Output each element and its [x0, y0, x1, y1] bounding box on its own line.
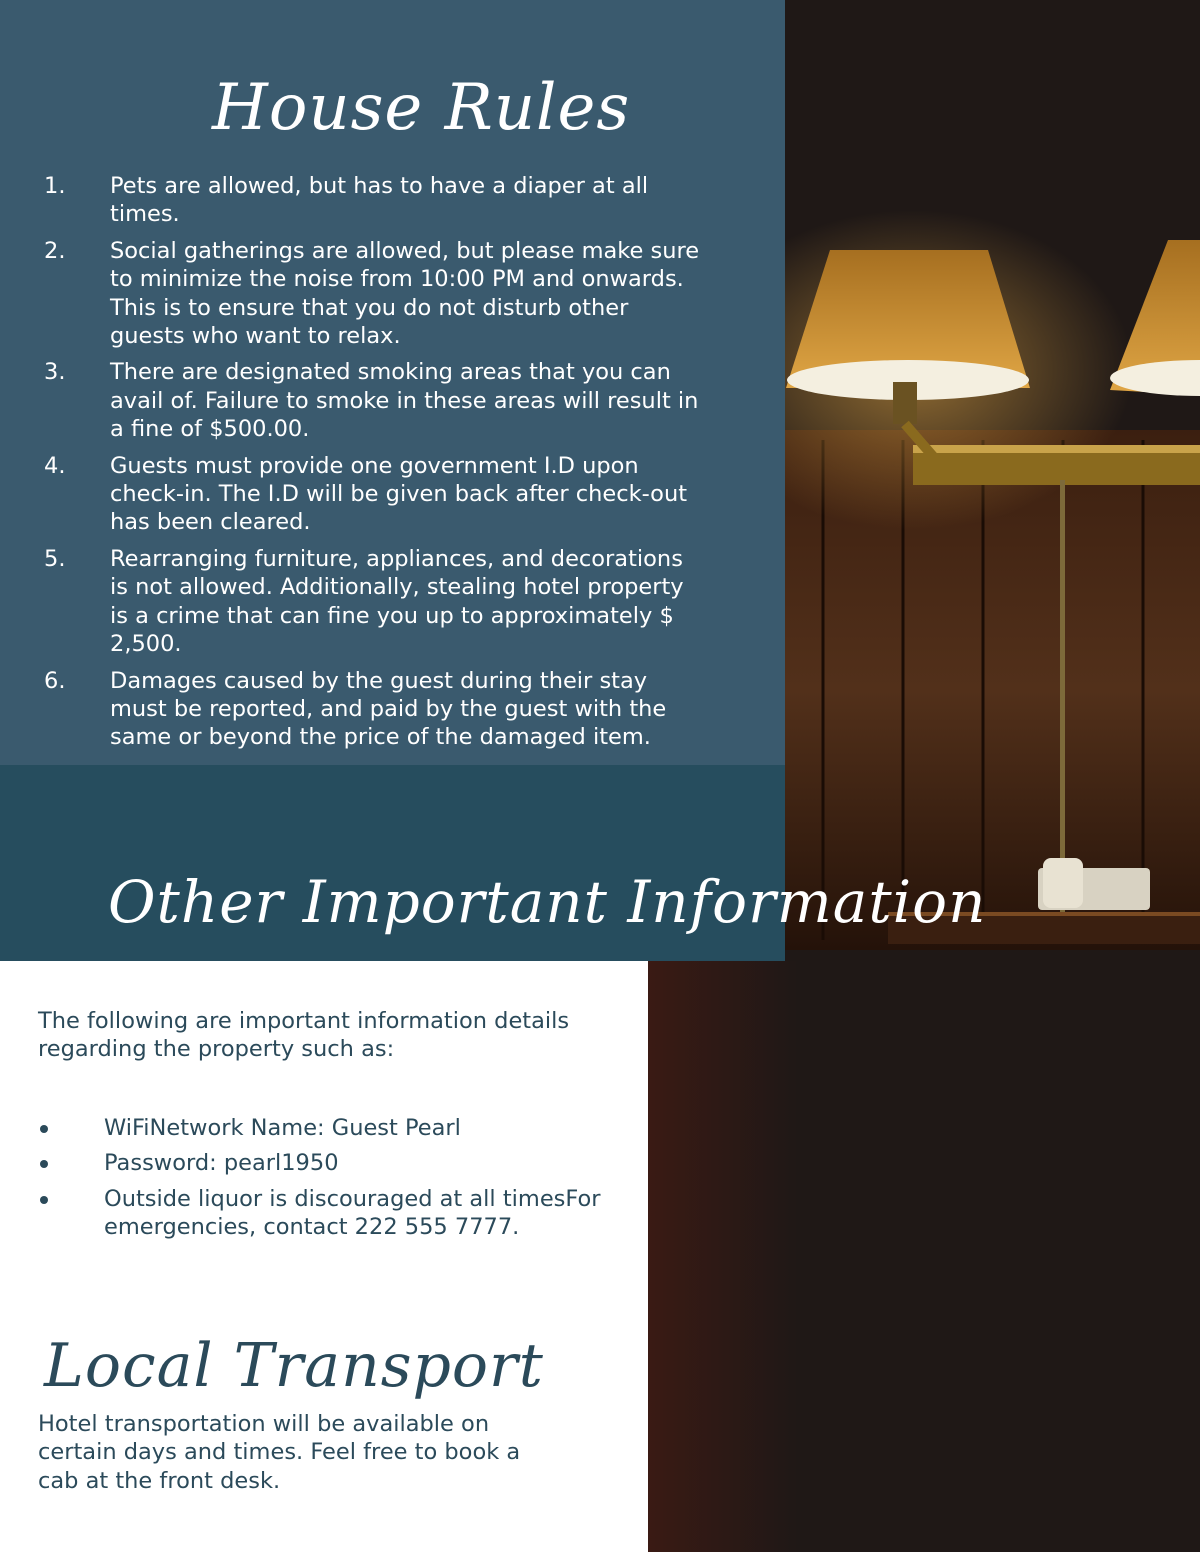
- list-item: [0, 1149, 634, 1177]
- info-bullet-list: [0, 1114, 648, 1249]
- info-intro-text: The following are important information details regarding the property such as:: [38, 1008, 570, 1063]
- rule-text: Damages caused by the guest during their stay must be reported, and paid by the guest with the same or beyond the price of the damaged item.: [110, 667, 667, 751]
- bullet-text: Outside liquor is discouraged at all timesFor emergencies, contact 222 555 7777.: [104, 1185, 601, 1241]
- bullet-icon: [40, 1160, 48, 1168]
- rule-number: 2.: [44, 237, 66, 264]
- bullet-icon: [40, 1125, 48, 1133]
- rule-number: 1.: [44, 173, 66, 199]
- house-rules-panel: [0, 0, 785, 765]
- rule-text: Rearranging furniture, appliances, and decorations is not allowed. Additionally, stealing hotel property is a crime that can fine you up to approximately $ 2,500.: [110, 545, 684, 658]
- house-rules-list: [0, 172, 785, 760]
- rule-item: [0, 237, 700, 351]
- local-transport-text: Hotel transportation will be available on certain days and times. Feel free to book a cab at the front desk.: [38, 1411, 521, 1494]
- rule-text: Pets are allowed, but has to have a diaper at all times.: [110, 173, 649, 228]
- rule-item: [0, 358, 700, 443]
- list-item: [0, 1114, 634, 1142]
- rule-number: 3.: [44, 359, 66, 386]
- bullet-text: Password: pearl1950: [104, 1150, 339, 1177]
- rule-number: 5.: [44, 545, 66, 572]
- rule-item: [0, 452, 700, 537]
- rule-text: There are designated smoking areas that you can avail of. Failure to smoke in these areas will result in a fine of $500.00.: [110, 359, 699, 443]
- list-item: [0, 1185, 634, 1242]
- rule-item: [0, 545, 700, 659]
- rule-item: [0, 172, 700, 229]
- info-content-panel: [0, 961, 648, 1552]
- bullet-text: WiFiNetwork Name: Guest Pearl: [104, 1115, 461, 1141]
- bullet-icon: [40, 1196, 48, 1204]
- house-rules-title: House Rules: [212, 70, 631, 145]
- rule-text: Guests must provide one government I.D upon check-in. The I.D will be given back after check-out has been cleared.: [110, 452, 688, 536]
- rule-number: 4.: [44, 452, 66, 479]
- rule-text: Social gatherings are allowed, but please make sure to minimize the noise from 10:00 PM and onwards. This is to ensure that you do not disturb other guests who want to relax.: [110, 237, 700, 350]
- local-transport-title: Local Transport: [44, 1330, 544, 1401]
- other-info-band: [0, 765, 987, 961]
- rule-item: [0, 667, 700, 752]
- rule-number: 6.: [44, 667, 66, 694]
- other-info-title: Other Important Information: [108, 868, 987, 937]
